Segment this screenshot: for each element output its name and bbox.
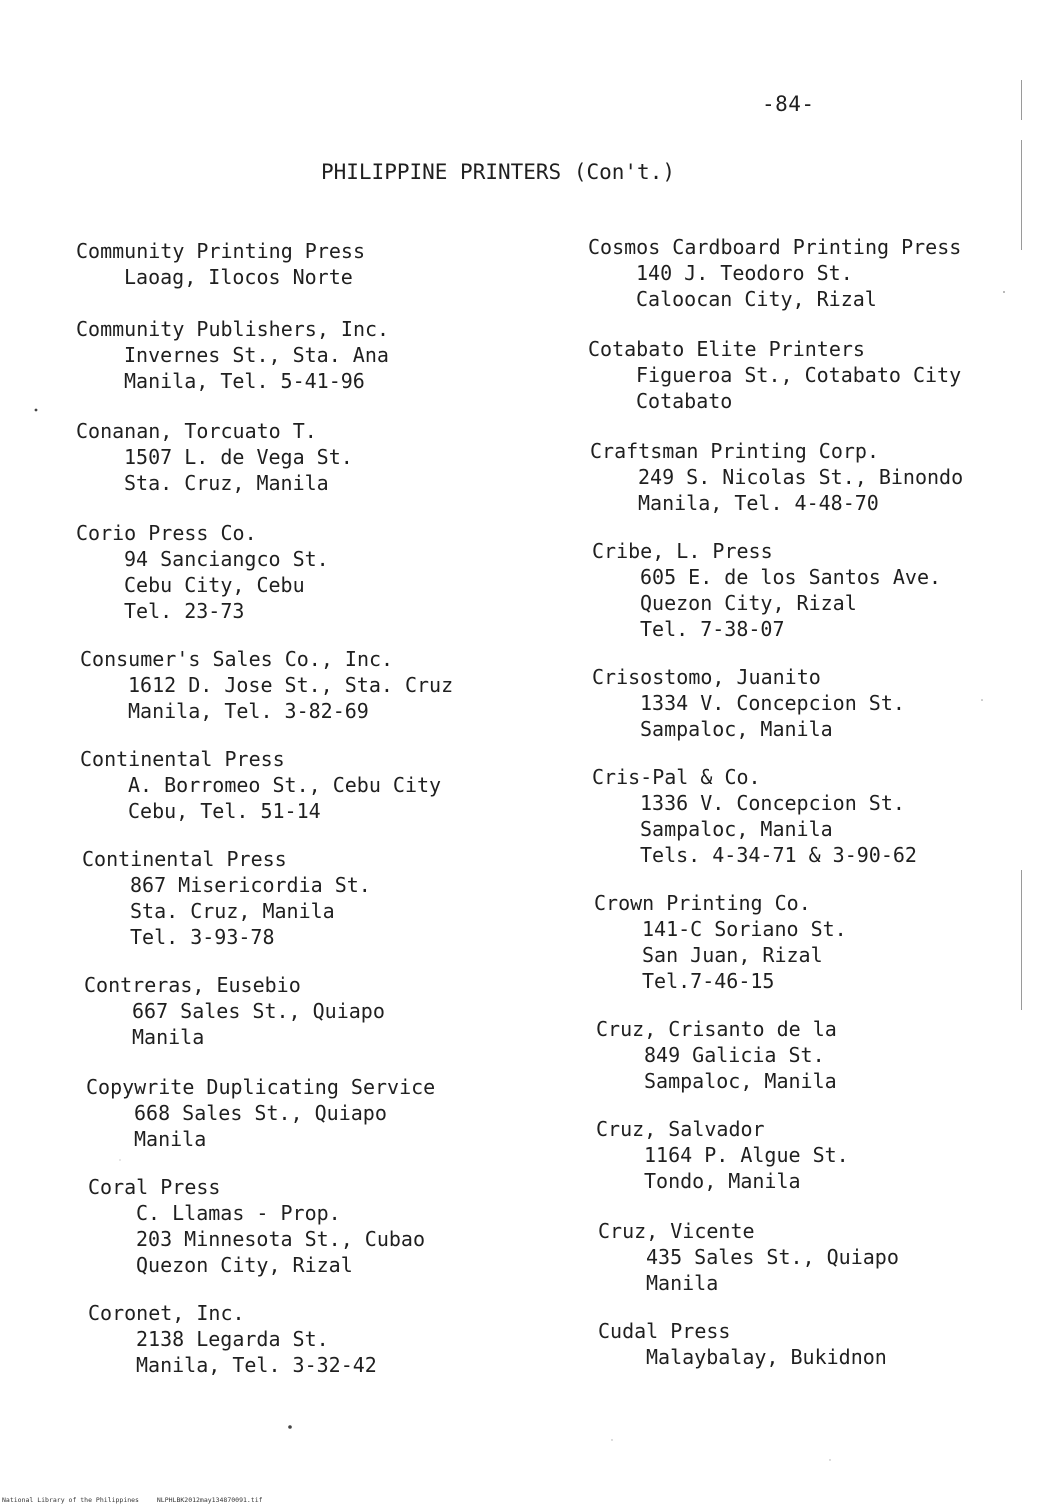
entry-address-line: 667 Sales St., Quiapo [132, 999, 385, 1023]
left-entry [84, 972, 385, 1050]
entry-address-line: San Juan, Rizal [642, 943, 823, 967]
entry-address-line: Tel.7-46-15 [642, 969, 775, 993]
entry-address-line: Manila [134, 1127, 207, 1151]
page-number: -84- [762, 92, 815, 116]
left-entry [88, 1174, 425, 1278]
left-entry [86, 1074, 435, 1152]
left-entry [76, 238, 365, 290]
entry-name: Corio Press Co. [76, 521, 257, 545]
entry-name: Community Printing Press [76, 239, 365, 263]
entry-address-line: 849 Galicia St. [644, 1043, 825, 1067]
entry-address-line: 1164 P. Algue St. [644, 1143, 849, 1167]
entry-address-line: Sampaloc, Manila [644, 1069, 837, 1093]
entry-address-line: 867 Misericordia St. [130, 873, 371, 897]
entry-address-line: Tel. 23-73 [124, 599, 245, 623]
right-entry [588, 234, 961, 312]
right-entry [596, 1116, 849, 1194]
footer-file-id: NLPHLBK2012may134870091.tif [156, 1496, 263, 1504]
entry-address-line: 1334 V. Concepcion St. [640, 691, 905, 715]
entry-address-line: 249 S. Nicolas St., Binondo [638, 465, 964, 489]
entry-address-line: Quezon City, Rizal [640, 591, 857, 615]
entry-name: Cris-Pal & Co. [592, 765, 761, 789]
entry-name: Copywrite Duplicating Service [86, 1075, 436, 1099]
left-entry [80, 746, 441, 824]
entry-address-line: Sampaloc, Manila [640, 717, 833, 741]
entry-address-line: Cebu City, Cebu [124, 573, 305, 597]
entry-address-line: Invernes St., Sta. Ana [124, 343, 389, 367]
entry-name: Conanan, Torcuato T. [76, 419, 317, 443]
entry-address-line: Manila, Tel. 3-82-69 [128, 699, 369, 723]
edge-mark [1021, 870, 1022, 1010]
entry-address-line: A. Borromeo St., Cebu City [128, 773, 442, 797]
entry-address-line: Manila [132, 1025, 205, 1049]
right-entry [590, 438, 963, 516]
entry-address-line: 203 Minnesota St., Cubao [136, 1227, 425, 1251]
entry-address-line: 1507 L. de Vega St. [124, 445, 353, 469]
entry-address-line: Tel. 7-38-07 [640, 617, 785, 641]
entry-name: Cruz, Crisanto de la [596, 1017, 837, 1041]
edge-mark [1021, 140, 1022, 250]
entry-address-line: Sta. Cruz, Manila [124, 471, 329, 495]
left-entry [76, 520, 329, 624]
entry-name: Cribe, L. Press [592, 539, 773, 563]
entry-name: Cotabato Elite Printers [588, 337, 865, 361]
entry-address-line: Caloocan City, Rizal [636, 287, 877, 311]
footer [2, 1496, 277, 1504]
right-entry [594, 890, 847, 994]
entry-address-line: Tel. 3-93-78 [130, 925, 275, 949]
entry-name: Craftsman Printing Corp. [590, 439, 879, 463]
entry-address-line: 2138 Legarda St. [136, 1327, 329, 1351]
entry-address-line: Sampaloc, Manila [640, 817, 833, 841]
entry-address-line: Manila, Tel. 5-41-96 [124, 369, 365, 393]
entry-name: Continental Press [82, 847, 287, 871]
entry-name: Contreras, Eusebio [84, 973, 301, 997]
right-entry [596, 1016, 837, 1094]
entry-name: Coronet, Inc. [88, 1301, 245, 1325]
right-entry [592, 664, 905, 742]
entry-name: Consumer's Sales Co., Inc. [80, 647, 394, 671]
entry-address-line: Cebu, Tel. 51-14 [128, 799, 321, 823]
entry-address-line: Manila, Tel. 4-48-70 [638, 491, 879, 515]
entry-address-line: Manila [646, 1271, 719, 1295]
edge-mark [1021, 80, 1022, 120]
entry-name: Crown Printing Co. [594, 891, 811, 915]
left-entry [82, 846, 371, 950]
entry-name: Cruz, Vicente [598, 1219, 755, 1243]
entry-name: Cruz, Salvador [596, 1117, 765, 1141]
entry-address-line: 1612 D. Jose St., Sta. Cruz [128, 673, 454, 697]
entry-address-line: Tondo, Manila [644, 1169, 801, 1193]
right-entry [592, 538, 941, 642]
entry-address-line: 94 Sanciangco St. [124, 547, 329, 571]
entry-address-line: 605 E. de los Santos Ave. [640, 565, 942, 589]
entry-address-line: Tels. 4-34-71 & 3-90-62 [640, 843, 917, 867]
entry-address-line: Manila, Tel. 3-32-42 [136, 1353, 377, 1377]
entry-name: Cudal Press [598, 1319, 731, 1343]
entry-address-line: Cotabato [636, 389, 733, 413]
entry-address-line: Malaybalay, Bukidnon [646, 1345, 887, 1369]
entry-address-line: Laoag, Ilocos Norte [124, 265, 353, 289]
entry-name: Community Publishers, Inc. [76, 317, 390, 341]
entry-address-line: 140 J. Teodoro St. [636, 261, 853, 285]
right-entry [598, 1318, 887, 1370]
entry-name: Coral Press [88, 1175, 221, 1199]
entry-address-line: Figueroa St., Cotabato City [636, 363, 962, 387]
entry-address-line: Sta. Cruz, Manila [130, 899, 335, 923]
entry-address-line: Quezon City, Rizal [136, 1253, 353, 1277]
entry-address-line: C. Llamas - Prop. [136, 1201, 341, 1225]
left-entry [76, 316, 389, 394]
entry-address-line: 668 Sales St., Quiapo [134, 1101, 387, 1125]
right-entry [598, 1218, 899, 1296]
entry-name: Crisostomo, Juanito [592, 665, 821, 689]
entry-name: Cosmos Cardboard Printing Press [588, 235, 962, 259]
entry-address-line: 1336 V. Concepcion St. [640, 791, 905, 815]
page-title: PHILIPPINE PRINTERS (Con't.) [320, 160, 675, 184]
left-entry [88, 1300, 377, 1378]
right-entry [592, 764, 917, 868]
left-entry [80, 646, 453, 724]
footer-library: National Library of the Philippines [2, 1496, 139, 1504]
left-entry [76, 418, 353, 496]
entry-address-line: 435 Sales St., Quiapo [646, 1245, 899, 1269]
entry-name: Continental Press [80, 747, 285, 771]
entry-address-line: 141-C Soriano St. [642, 917, 847, 941]
right-entry [588, 336, 961, 414]
